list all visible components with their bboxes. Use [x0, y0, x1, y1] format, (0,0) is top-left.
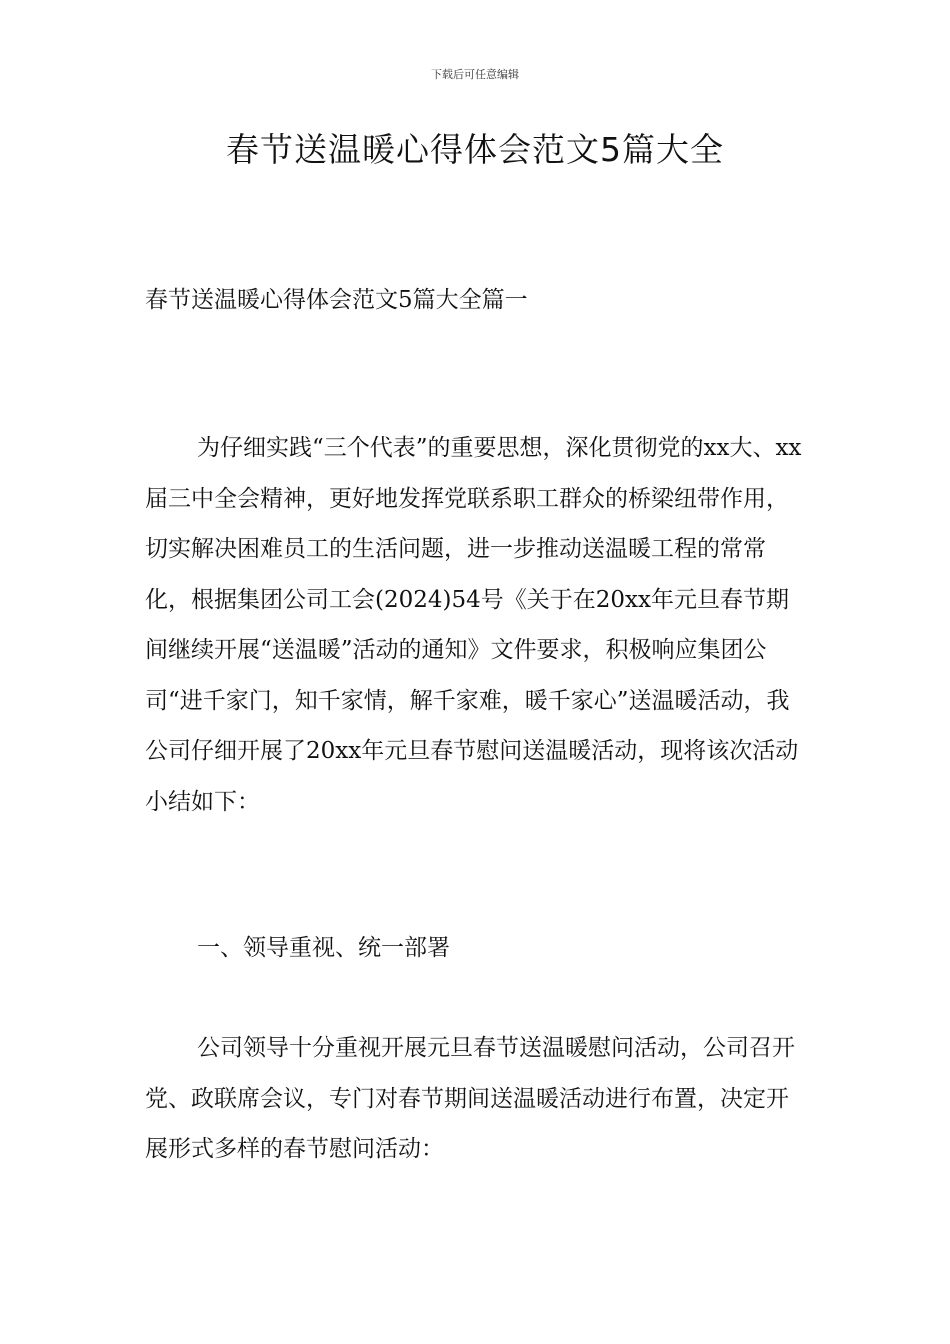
section-heading: 春节送温暖心得体会范文5篇大全篇一	[145, 287, 528, 313]
subheading-1: 一、领导重视、统一部署	[197, 935, 450, 961]
header-note: 下载后可任意编辑	[431, 68, 519, 81]
body-paragraph-1: 为仔细实践“三个代表”的重要思想，深化贯彻党的xx大、xx届三中全会精神，更好地发挥党联系职工群众的桥梁纽带作用，切实解决困难员工的生活问题，进一步推动送温暖工程的常常化，根据集团公司工会(2024)54号《关于在20xx年元旦春节期间继续开展“送温暖”活动的通知》文件要求，积极响应集团公司“进千家门，知千家情，解千家难，暖千家心”送温暖活动，我公司仔细开展了20xx年元旦春节慰问送温暖活动，现将该次活动小结如下：	[145, 435, 802, 815]
body-paragraph-2: 公司领导十分重视开展元旦春节送温暖慰问活动，公司召开党、政联席会议，专门对春节期间送温暖活动进行布置，决定开展形式多样的春节慰问活动：	[145, 1035, 795, 1162]
document-title: 春节送温暖心得体会范文5篇大全	[226, 130, 724, 169]
